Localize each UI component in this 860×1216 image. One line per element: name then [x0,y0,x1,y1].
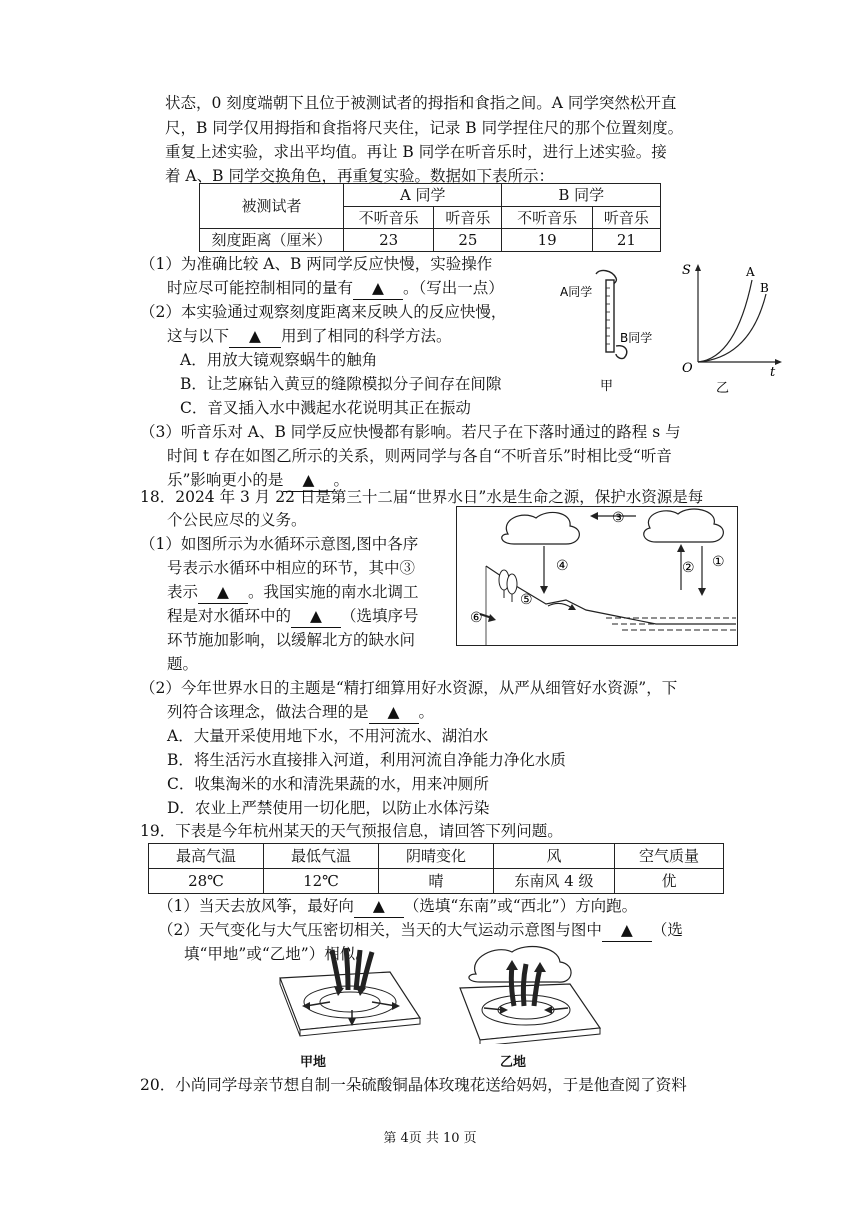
water-cycle-figure [456,506,738,646]
weather-cell: 28℃ [149,869,264,894]
answer-blank[interactable]: ▲ [198,581,248,604]
intro-line-3: 重复上述实验，求出平均值。再让 B 同学在听音乐时，进行上述实验。接 [165,143,667,161]
q19-part2-line2: 填“甲地”或“乙地”）相似。 [184,945,371,963]
weather-cell: 东南风 4 级 [494,869,615,894]
table-subheader: 不听音乐 [502,207,592,229]
answer-blank[interactable]: ▲ [602,919,652,942]
cycle-num-6: ⑥ [470,610,483,626]
q18-option-d: D．农业上严禁使用一切化肥，以防止水体污染 [167,799,490,817]
table-cell: 25 [434,229,502,252]
q18-line2: 个公民应尽的义务。 [167,511,307,529]
weather-header: 风 [494,844,615,869]
graph-y-arrow [695,264,701,271]
weather-header: 空气质量 [615,844,724,869]
ruler-caption: 甲 [600,379,614,394]
weather-cell: 12℃ [264,869,379,894]
weather-header: 阴晴变化 [379,844,494,869]
cloud-right-icon [644,509,724,542]
q18-option-a: A．大量开采使用地下水，不用河流水、湖泊水 [167,727,489,745]
table-header-a: A 同学 [344,184,502,207]
table-header-b: B 同学 [502,184,661,207]
q19-part1 [158,895,637,918]
intro-line-4: 着 A、B 同学交换角色，再重复实验。数据如下表所示： [165,167,554,185]
q18-part1-line4 [167,605,419,628]
answer-blank[interactable]: ▲ [353,277,403,300]
q19-part2-text: （2）天气变化与大气压密切相关，当天的大气运动示意图与图中 [158,921,602,939]
weather-table [148,843,724,894]
table-subheader: 不听音乐 [344,207,434,229]
ruler-label-b: B同学 [620,331,653,345]
q17-part2-text: 这与以下 [167,327,230,345]
q17-part3-end: 。 [333,471,349,489]
q17-part2-text-end: 用到了相同的科学方法。 [281,327,452,345]
graph-curve-a-label: A [746,265,755,279]
table-cell: 23 [344,229,434,252]
q19-part2-text-end: （选 [651,921,683,939]
q17-part1-line1: （1）为准确比较 A、B 两同学反应快慢，实验操作 [140,255,493,273]
ruler-icon [606,280,614,352]
hand-b-icon [616,346,627,359]
q17-part1-hint: 。（写出一点） [403,279,504,297]
table-row-label: 刻度距离（厘米） [200,229,344,252]
q18-line1: 18．2024 年 3 月 22 日是第三十二届“世界水日”水是生命之源，保护水资源是每 [140,488,704,506]
curve-a [698,280,752,362]
cloud-icon [469,947,571,983]
yi-di-caption: 乙地 [500,1055,527,1070]
q17-part1-line2 [167,277,504,300]
graph-origin-label: O [682,361,693,376]
weather-cell: 晴 [379,869,494,894]
q17-part1-text: 时应尽可能控制相同的量有 [167,279,354,297]
q17-part2-line1: （2）本实验通过观察刻度距离来反映人的反应快慢， [140,303,507,321]
table-header-subject: 被测试者 [200,184,344,229]
q18-part1-line1: （1）如图所示为水循环示意图,图中各序 [140,535,419,553]
q18-option-b: B．将生活污水直接排入河道，利用河流自净能力净化水质 [167,751,566,769]
cycle-num-5: ⑤ [520,592,533,608]
reaction-data-table [199,183,661,252]
q18-part1-text: 程是对水循环中的 [167,607,292,625]
answer-blank[interactable]: ▲ [283,469,333,492]
table-subheader: 听音乐 [434,207,502,229]
st-graph-figure [676,258,786,398]
table-cell: 19 [502,229,592,252]
table-subheader: 听音乐 [592,207,660,229]
q17-part3-line1: （3）听音乐对 A、B 同学反应快慢都有影响。若尺子在下落时通过的路程 s 与 [140,423,681,441]
q18-part1-line5: 环节施加影响，以缓解北方的缺水问 [167,631,416,649]
q17-part3-text: 乐”影响更小的是 [167,471,284,489]
q18-option-c: C．收集淘米的水和清洗果蔬的水，用来冲厕所 [167,775,489,793]
q18-part2-line1: （2）今年世界水日的主题是“精打细算用好水资源，从严从细管好水资源”，下 [140,679,678,697]
table-cell: 21 [592,229,660,252]
page-footer: 第 4页 共 10 页 [383,1131,477,1146]
answer-blank[interactable]: ▲ [369,701,419,724]
answer-blank[interactable]: ▲ [354,895,404,918]
answer-blank[interactable]: ▲ [291,605,341,628]
q17-option-b: B．让芝麻钻入黄豆的缝隙模拟分子间存在间隙 [180,375,502,393]
q18-part2-line2 [167,701,434,724]
q19-intro: 19．下表是今年杭州某天的天气预报信息，请回答下列问题。 [140,822,563,840]
graph-y-label: S [682,263,691,278]
jia-di-caption: 甲地 [300,1055,327,1070]
ruler-figure [560,262,670,402]
weather-header: 最低气温 [264,844,379,869]
cycle-num-2: ② [682,560,695,576]
q19-part2-line1 [158,919,683,942]
curve-b [698,294,766,362]
q17-option-c: C．音叉插入水中溅起水花说明其正在振动 [180,399,471,417]
graph-caption: 乙 [716,381,730,396]
q19-part1-hint: （选填“东南”或“西北”）方向跑。 [403,897,638,915]
cycle-num-4: ④ [556,558,569,574]
cycle-num-1: ① [712,554,725,570]
q20-line1: 20．小尚同学母亲节想自制一朵硫酸铜晶体玫瑰花送给妈妈，于是他查阅了资料 [140,1076,687,1094]
q18-part1-line2: 号表示水循环中相应的环节，其中③ [167,559,416,577]
cycle-num-3: ③ [612,510,625,526]
jia-di-figure [240,944,424,1044]
intro-line-1: 状态，0 刻度端朝下且位于被测试者的拇指和食指之间。A 同学突然松开直 [165,94,677,112]
q18-part1-line3 [167,581,419,604]
q18-part1-text-end: （选填序号 [341,607,419,625]
q18-part1-text-end: 。我国实施的南水北调工 [248,583,419,601]
q19-part1-text: （1）当天去放风筝，最好向 [158,897,354,915]
q18-part1-line6: 题。 [167,655,199,673]
q18-part2-text: 列符合该理念，做法合理的是 [167,703,369,721]
q18-part1-text: 表示 [167,583,199,601]
intro-line-2: 尺，B 同学仅用拇指和食指将尺夹住，记录 B 同学捏住尺的那个位置刻度。 [165,119,684,137]
yi-di-figure [440,944,624,1044]
weather-header: 最高气温 [149,844,264,869]
answer-blank[interactable]: ▲ [229,325,281,348]
ruler-label-a: A同学 [560,285,593,299]
graph-x-arrow [775,359,782,365]
q18-part2-end: 。 [418,703,435,721]
q17-part3-line2: 时间 t 存在如图乙所示的关系，则两同学与各自“不听音乐”时相比受“听音 [167,447,672,465]
q17-option-a: A．用放大镜观察蜗牛的触角 [180,351,378,369]
q17-part2-line2 [167,325,452,348]
weather-cell: 优 [615,869,724,894]
graph-curve-b-label: B [760,281,769,295]
graph-x-label: t [770,365,776,380]
